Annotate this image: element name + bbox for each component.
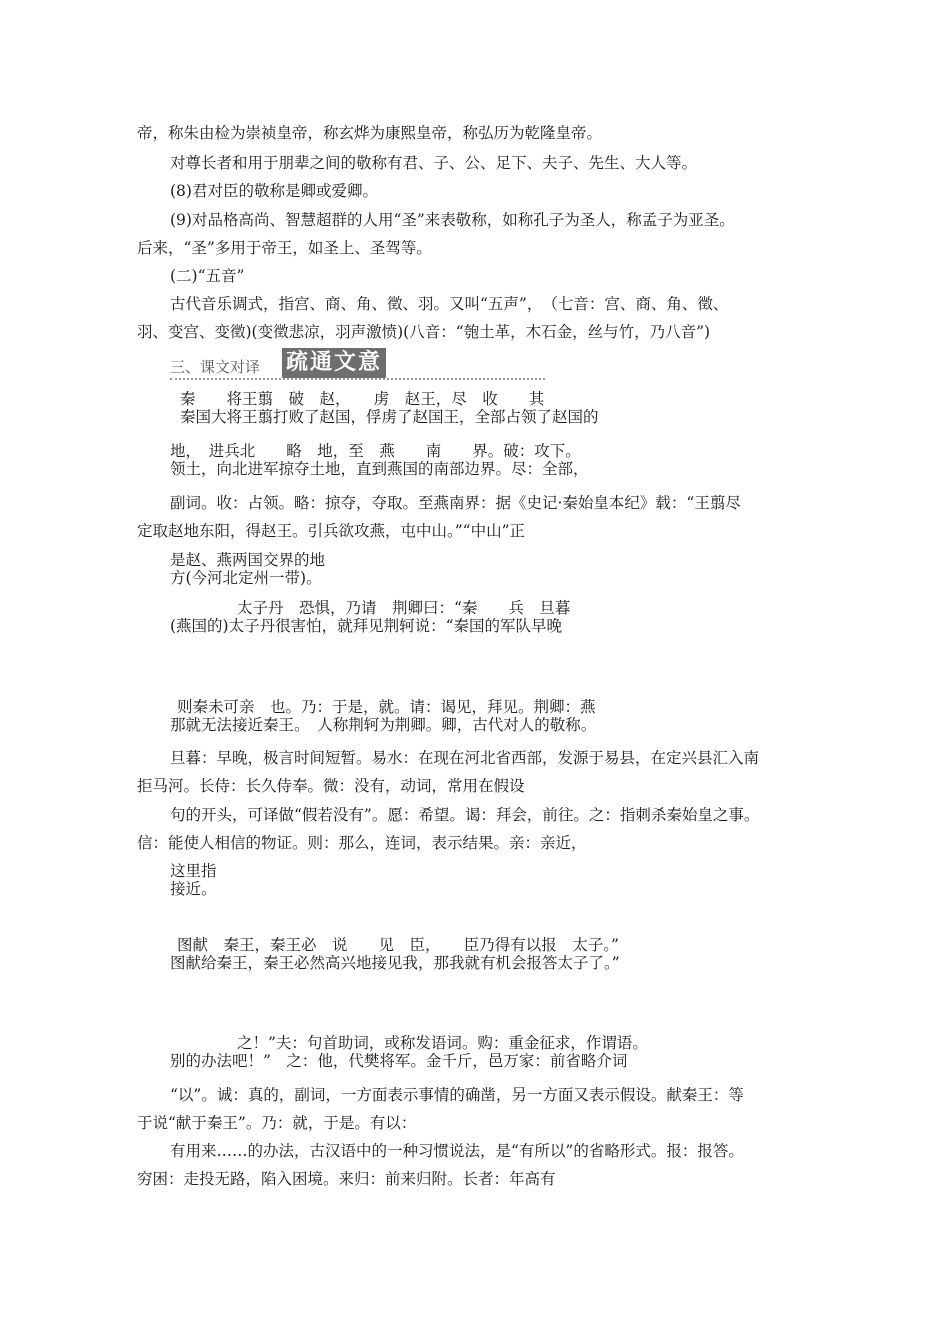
dotted-divider <box>170 378 545 380</box>
note-line: 于说“献于秦王”。乃：就，于是。有以： <box>137 1114 417 1132</box>
text-line: 对尊长者和用于朋辈之间的敬称有君、子、公、足下、夫子、先生、大人等。 <box>170 154 698 172</box>
note-line: 信：能使人相信的物证。则：那么，连词，表示结果。亲：亲近， <box>137 834 587 852</box>
note-line: 句的开头，可译做“假若没有”。愿：希望。谒：拜会，前往。之：指刺杀秦始皇之事。 <box>170 806 760 824</box>
original-text-line: 太子丹 恐惧，乃请 荆卿曰：“秦 兵 旦暮 <box>237 599 571 617</box>
note-line: 定取赵地东阳，得赵王。引兵欲攻燕，屯中山。”“中山”正 <box>137 522 526 540</box>
section-title: 疏通文意 <box>282 348 386 378</box>
original-text-line: 之！”夫：句首助词，或称发语词。购：重金征求，作谓语。 <box>237 1034 648 1052</box>
text-line: (8)君对臣的敬称是卿或爱卿。 <box>170 182 378 200</box>
translation-line: 图献给秦王，秦王必然高兴地接见我，那我就有机会报答太子了。” <box>170 954 620 972</box>
original-text-line: 地， 进兵北 略 地，至 燕 南 界。破：攻下。 <box>170 442 581 460</box>
translation-line: 领土，向北进军掠夺土地，直到燕国的南部边界。尽：全部， <box>170 460 589 478</box>
translation-line: 那就无法接近秦王。 人称荆轲为荆卿。卿，古代对人的敬称。 <box>170 716 597 734</box>
note-line: 这里指 <box>170 862 217 880</box>
translation-line: 秦国大将王翦打败了赵国，俘虏了赵国王，全部占领了赵国的 <box>180 408 599 426</box>
original-text-line: 则秦未可亲 也。乃：于是，就。请：谒见，拜见。荆卿：燕 <box>177 698 596 716</box>
note-line: 旦暮：早晚，极言时间短暂。易水：在现在河北省西部，发源于易县，在定兴县汇入南 <box>170 749 760 767</box>
section-label: 三、课文对译 <box>170 358 261 376</box>
note-line: 是赵、燕两国交界的地 <box>170 551 326 569</box>
note-line: 穷困：走投无路，陷入困境。来归：前来归附。长者：年高有 <box>137 1170 556 1188</box>
note-line: 方(今河北定州一带)。 <box>170 569 322 587</box>
text-line: 羽、变宫、变徵)(变徵悲凉，羽声激愤)(八音：“匏土革，木石金，丝与竹，乃八音”) <box>137 323 711 341</box>
note-line: 接近。 <box>170 880 217 898</box>
text-line: (9)对品格高尚、智慧超群的人用“圣”来表敬称，如称孔子为圣人，称孟子为亚圣。 <box>170 211 735 229</box>
note-line: 拒马河。长侍：长久侍奉。微：没有，动词，常用在假设 <box>137 777 525 795</box>
original-text-line: 秦 将王翦 破 赵， 虏 赵王，尽 收 其 <box>180 390 545 408</box>
text-line: (二)“五音” <box>170 267 245 285</box>
note-line: “以”。诚：真的，副词，一方面表示事情的确凿，另一方面又表示假设。献秦王：等 <box>170 1086 744 1104</box>
translation-line: (燕国的)太子丹很害怕，就拜见荆轲说：“秦国的军队早晚 <box>170 617 563 635</box>
note-line: 副词。收：占领。略：掠夺，夺取。至燕南界：据《史记·秦始皇本纪》载：“王翦尽 <box>170 494 741 512</box>
text-line: 后来，“圣”多用于帝王，如圣上、圣驾等。 <box>137 239 432 257</box>
text-line: 古代音乐调式，指宫、商、角、徵、羽。又叫“五声”， （七音：宫、商、角、徵、 <box>170 295 729 313</box>
translation-line: 别的办法吧！” 之：他，代樊将军。金千斤，邑万家：前省略介词 <box>170 1052 628 1070</box>
note-line: 有用来……的办法，古汉语中的一种习惯说法，是“有所以”的省略形式。报：报答。 <box>170 1142 744 1160</box>
original-text-line: 图献 秦王，秦王必 说 见 臣， 臣乃得有以报 太子。” <box>177 936 619 954</box>
text-line: 帝，称朱由检为崇祯皇帝，称玄烨为康熙皇帝，称弘历为乾隆皇帝。 <box>137 124 603 142</box>
